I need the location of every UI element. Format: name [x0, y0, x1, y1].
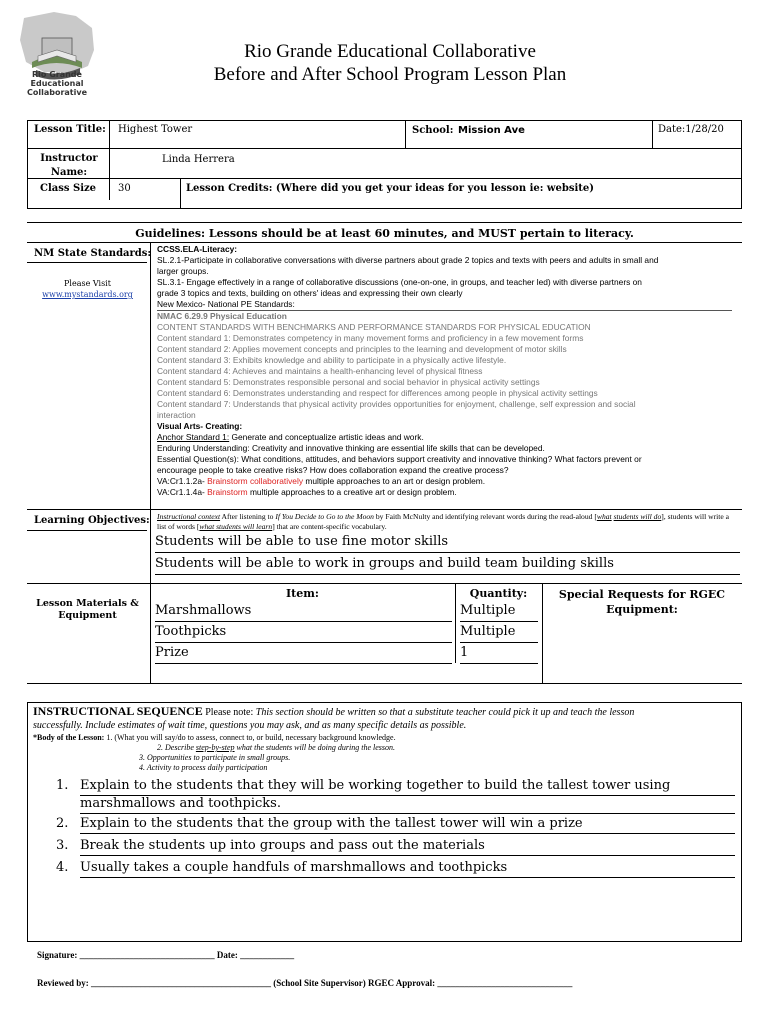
va-code: VA:Cr1.1.2a-	[157, 476, 208, 486]
body-line-4: 4. Activity to process daily participation	[139, 763, 268, 772]
school-value: Mission Ave	[458, 125, 525, 136]
nmac-line: Content standard 3: Exhibits knowledge and ability to participate in a physically active lifestyle.	[157, 355, 507, 365]
standards-label: NM State Standards:	[34, 248, 152, 259]
reviewed-label: Reviewed by:	[37, 978, 89, 988]
logo-line: Rio Grande	[32, 70, 82, 79]
materials-label-line: Lesson Materials &	[36, 598, 139, 609]
materials-label-line: Equipment	[58, 610, 117, 621]
section-rule	[27, 509, 742, 510]
note-part: by Faith McNulty and identifying relevant words during the read-aloud [	[373, 512, 597, 521]
note-part: ] that are content-specific vocabulary.	[272, 522, 387, 531]
section-rule	[27, 242, 742, 243]
standards-link[interactable]: www.mystandards.org	[42, 290, 133, 299]
nmac-line: Content standard 2: Applies movement concepts and principles to the learning and development of motor skills	[157, 344, 567, 354]
info-divider	[109, 120, 110, 200]
va-heading: Visual Arts- Creating:	[157, 421, 243, 431]
step-number: 4.	[56, 860, 69, 875]
date-label: Date:	[658, 124, 686, 135]
rgec-approval-line[interactable]: ______________________________	[437, 978, 573, 988]
review-row	[37, 978, 572, 988]
material-item: Prize	[155, 643, 452, 664]
logo-line: Collaborative	[26, 88, 88, 97]
va-rest: multiple approaches to an art or design problem.	[303, 476, 486, 486]
info-divider	[405, 120, 406, 148]
special-header-line: Equipment:	[606, 603, 678, 616]
ccss-line: larger groups.	[157, 266, 209, 276]
step-text: Explain to the students that the group with the tallest tower will win a prize	[80, 815, 735, 834]
supervisor-label: (School Site Supervisor)	[273, 978, 366, 988]
material-qty: Multiple	[460, 601, 538, 622]
note-part: If You Decide to Go to the Moon	[275, 512, 374, 521]
ccss-line: SL.2.1-Participate in collaborative conversations with diverse partners about grade 2 topics and texts with peers and adults in small and	[157, 255, 659, 265]
nmac-line: Content standard 7: Understands that physical activity provides opportunities for enjoyment, challenge, self expression and social	[157, 399, 636, 409]
va-red: Brainstorm collaboratively	[207, 476, 304, 486]
step-number: 1.	[56, 778, 69, 793]
info-divider	[27, 178, 742, 179]
va-code: VA:Cr1.1.4a-	[157, 487, 208, 497]
nmac-line: Content standard 5: Demonstrates responsible personal and social behavior in physical activity settings	[157, 377, 540, 387]
objective-item: Students will be able to work in groups and build team building skills	[155, 554, 740, 575]
sequence-header	[33, 705, 738, 732]
label-rule	[27, 262, 147, 263]
guidelines: Guidelines: Lessons should be at least 60 minutes, and MUST pertain to literacy.	[135, 227, 634, 240]
section-rule	[27, 683, 742, 684]
nmac-line: CONTENT STANDARDS WITH BENCHMARKS AND PERFORMANCE STANDARDS FOR PHYSICAL EDUCATION	[157, 322, 591, 332]
instructor-value: Linda Herrera	[162, 154, 235, 165]
step-text: marshmallows and toothpicks.	[80, 795, 735, 814]
special-requests-header	[542, 587, 742, 617]
class-size-value: 30	[118, 183, 131, 194]
body-text: what the students will be doing during the lesson.	[234, 743, 395, 752]
info-divider	[652, 120, 653, 148]
signature-line[interactable]: ______________________________	[79, 950, 215, 960]
sequence-note: This section should be written so that a substitute teacher could pick it up and teach the lesson	[255, 707, 635, 718]
va-line: encourage people to take creative risks? How does collaboration expand the creative process?	[157, 465, 509, 475]
column-divider	[150, 242, 151, 587]
instructor-label-line: Instructor	[40, 153, 98, 164]
signature-label: Signature:	[37, 950, 78, 960]
body-text: 1. (What you will say/do to assess, connect to, or build, necessary background knowledge.	[104, 733, 396, 742]
note-part: Instructional context	[157, 512, 221, 521]
instructor-label	[38, 152, 100, 180]
nmac-line: interaction	[157, 410, 196, 420]
rgec-approval-label: RGEC Approval:	[368, 978, 436, 988]
sequence-note-lead: Please note:	[202, 707, 256, 718]
material-item: Marshmallows	[155, 601, 452, 622]
title-line-2: Before and After School Program Lesson Plan	[213, 64, 567, 85]
material-item: Toothpicks	[155, 622, 452, 643]
va-anchor-label: Anchor Standard 1:	[157, 432, 230, 442]
material-qty: Multiple	[460, 622, 538, 643]
ccss-heading: CCSS.ELA-Literacy:	[157, 244, 238, 254]
visit-text: Please Visit	[64, 279, 111, 288]
nmac-line: Content standard 1: Demonstrates competency in many movement forms and proficiency in a few movement forms	[157, 333, 584, 343]
info-divider	[180, 178, 181, 208]
reviewed-line[interactable]: ________________________________________	[91, 978, 271, 988]
label-rule	[27, 530, 147, 531]
footer-date-label: Date:	[216, 950, 238, 960]
nmac-heading: NMAC 6.29.9 Physical Education	[157, 310, 732, 322]
footer-date-line[interactable]: ____________	[240, 950, 295, 960]
school-label: School:	[412, 125, 454, 136]
materials-label	[30, 598, 145, 622]
body-line-1	[33, 733, 738, 743]
va-line: Essential Question(s): What conditions, attitudes, and behaviors support creativity and innovative thinking? What factors prevent or	[157, 454, 642, 464]
instructor-label-line: Name:	[50, 167, 88, 178]
lesson-title-label: Lesson Title:	[34, 124, 106, 135]
va-cr2	[157, 487, 732, 498]
credits-label: Lesson Credits: (Where did you get your ideas for you lesson ie: website)	[186, 183, 595, 194]
note-part: what	[596, 512, 612, 521]
note-part: ], students will write a list of words [	[157, 512, 729, 531]
objectives-note	[157, 512, 737, 532]
sequence-title: INSTRUCTIONAL SEQUENCE	[33, 704, 203, 718]
info-divider	[27, 148, 742, 149]
ccss-line: New Mexico- National PE Standards:	[157, 299, 295, 309]
body-label: *Body of the Lesson:	[33, 733, 105, 742]
step-number: 3.	[56, 838, 69, 853]
standards-visit	[30, 278, 145, 300]
item-header: Item:	[286, 587, 319, 600]
va-cr1	[157, 476, 732, 487]
nmac-line: Content standard 6: Demonstrates understanding and respect for differences among people in physical activity settings	[157, 388, 598, 398]
ccss-line: SL.3.1- Engage effectively in a range of collaborative discussions (one-on-one, in groups, and teacher led) with diverse partners on	[157, 277, 642, 287]
va-red: Brainstorm	[207, 487, 248, 497]
quantity-header: Quantity:	[469, 587, 528, 600]
body-line-3: 3. Opportunities to participate in small groups.	[139, 753, 291, 762]
class-size-label: Class Size	[40, 183, 97, 194]
va-rest: multiple approaches to a creative art or design problem.	[247, 487, 457, 497]
step-text: Break the students up into groups and pass out the materials	[80, 837, 735, 856]
logo-text	[22, 70, 92, 97]
special-header-line: Special Requests for RGEC	[558, 588, 726, 601]
note-part: After listening to	[220, 512, 276, 521]
note-part: what students will learn	[199, 522, 273, 531]
va-line: Enduring Understanding: Creativity and innovative thinking are essential life skills that can be developed.	[157, 443, 545, 453]
title-line-1: Rio Grande Educational Collaborative	[244, 41, 536, 62]
va-anchor	[157, 432, 732, 443]
date-field	[658, 124, 724, 135]
material-qty: 1	[460, 643, 538, 664]
body-text: 2. Describe	[157, 743, 196, 752]
date-value: 1/28/20	[685, 124, 724, 135]
sequence-note: successfully. Include estimates of wait time, questions you may ask, and as many specific details as possible.	[33, 720, 467, 731]
step-number: 2.	[56, 816, 69, 831]
section-rule	[27, 222, 742, 223]
step-text: Explain to the students that they will be working together to build the tallest tower using	[80, 777, 735, 796]
body-text: step-by-step	[195, 743, 235, 752]
standards-content	[157, 244, 732, 498]
note-part: students will do	[613, 512, 662, 521]
signature-row	[37, 950, 294, 960]
objectives-label: Learning Objectives:	[34, 515, 150, 526]
logo-line: Educational	[30, 79, 84, 88]
va-anchor-text: Generate and conceptualize artistic ideas and work.	[229, 432, 424, 442]
lesson-body-guide	[33, 733, 738, 773]
nmac-line: Content standard 4: Achieves and maintains a health-enhancing level of physical fitness	[157, 366, 483, 376]
lesson-title-value: Highest Tower	[118, 124, 193, 135]
step-text: Usually takes a couple handfuls of marshmallows and toothpicks	[80, 859, 735, 878]
page-title	[150, 40, 630, 86]
section-rule	[27, 583, 742, 584]
objective-item: Students will be able to use fine motor skills	[155, 532, 740, 553]
body-line-2	[33, 743, 738, 753]
ccss-line: grade 3 topics and texts, building on others' ideas and expressing their own clearly	[157, 288, 463, 298]
